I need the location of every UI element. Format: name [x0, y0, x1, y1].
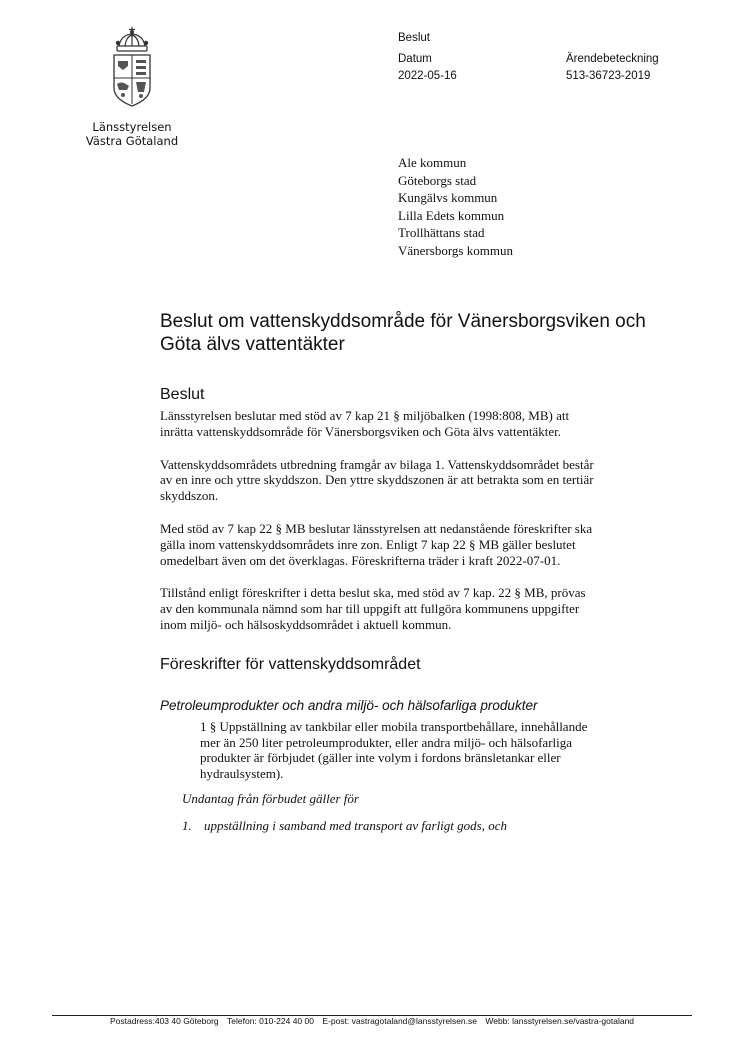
- case-number-label: Ärendebeteckning: [566, 53, 659, 65]
- exception-number: 1.: [182, 817, 192, 833]
- regulations-heading: Föreskrifter för vattenskyddsområdet: [160, 655, 421, 673]
- footer-address: Postadress:403 40 Göteborg: [109, 1016, 219, 1026]
- document-title: Beslut om vattenskyddsområde för Vänersborgsviken och Göta älvs vattentäkter: [160, 311, 646, 355]
- coat-of-arms-icon: [109, 26, 155, 108]
- agency-name-line1: Länsstyrelsen: [92, 120, 172, 134]
- footer-email: E-post: vastragotaland@lansstyrelsen.se: [322, 1016, 477, 1026]
- footer-phone: Telefon: 010-224 40 00: [227, 1016, 314, 1026]
- recipient: Kungälvs kommun: [398, 190, 498, 206]
- recipient: Lilla Edets kommun: [398, 207, 505, 223]
- date-value: 2022-05-16: [398, 70, 457, 82]
- document-type: Beslut: [398, 32, 430, 44]
- recipient: Ale kommun: [398, 155, 467, 170]
- agency-logo: [62, 26, 202, 148]
- rule-1-text: 1 § Uppställning av tankbilar eller mobila transportbehållare, innehållande mer än 250 liter petroleumprodukter, eller andra miljö- och hälsofarliga produkter är förbjudet (gäller inte volym i fordons bränsletankar eller hydraulsystem).: [200, 718, 588, 782]
- date-label: Datum: [398, 53, 432, 65]
- recipient: Göteborgs stad: [398, 172, 477, 188]
- footer-web: Webb: lansstyrelsen.se/vastra-gotaland: [485, 1016, 635, 1026]
- decision-heading: Beslut: [160, 386, 205, 403]
- recipient: Vänersborgs kommun: [398, 242, 513, 258]
- exception-text: uppställning i samband med transport av farligt gods, och: [204, 817, 507, 833]
- document-header: [398, 30, 698, 85]
- decision-paragraph: Vattenskyddsområdets utbredning framgår av bilaga 1. Vattenskyddsområdet består av en inre och yttre skyddszon. Den yttre skyddszonen är att betrakta som en tertiär skyddszon.: [160, 456, 594, 504]
- decision-paragraph: Med stöd av 7 kap 22 § MB beslutar länsstyrelsen att nedanstående föreskrifter ska gälla inom vattenskyddsområdets inre zon. Enligt 7 kap 22 § MB gäller beslutet omedelbart även om det överklagas. Föreskrifterna träder i kraft 2022-07-01.: [160, 520, 593, 568]
- agency-name-line2: Västra Götaland: [85, 134, 179, 148]
- regulations-subheading: Petroleumprodukter och andra miljö- och hälsofarliga produkter: [160, 697, 538, 713]
- exception-list-item: [182, 818, 690, 834]
- decision-paragraph: Länsstyrelsen beslutar med stöd av 7 kap 21 § miljöbalken (1998:808, MB) att inrätta vattenskyddsområde för Vänersborgsviken och Göta älvs vattentäkter.: [160, 408, 570, 439]
- case-number-value: 513-36723-2019: [566, 70, 651, 82]
- decision-paragraph: Tillstånd enligt föreskrifter i detta beslut ska, med stöd av 7 kap. 22 § MB, prövas av den kommunala nämnd som har till uppgift att fullgöra kommunens uppgifter inom miljö- och hälsoskyddsområdet i aktuell kommun.: [160, 585, 586, 632]
- recipient: Trollhättans stad: [398, 225, 485, 241]
- exception-intro: Undantag från förbudet gäller för: [182, 790, 359, 806]
- document-body: [160, 310, 690, 834]
- page-footer: [52, 1016, 692, 1027]
- recipient-list: [398, 154, 513, 260]
